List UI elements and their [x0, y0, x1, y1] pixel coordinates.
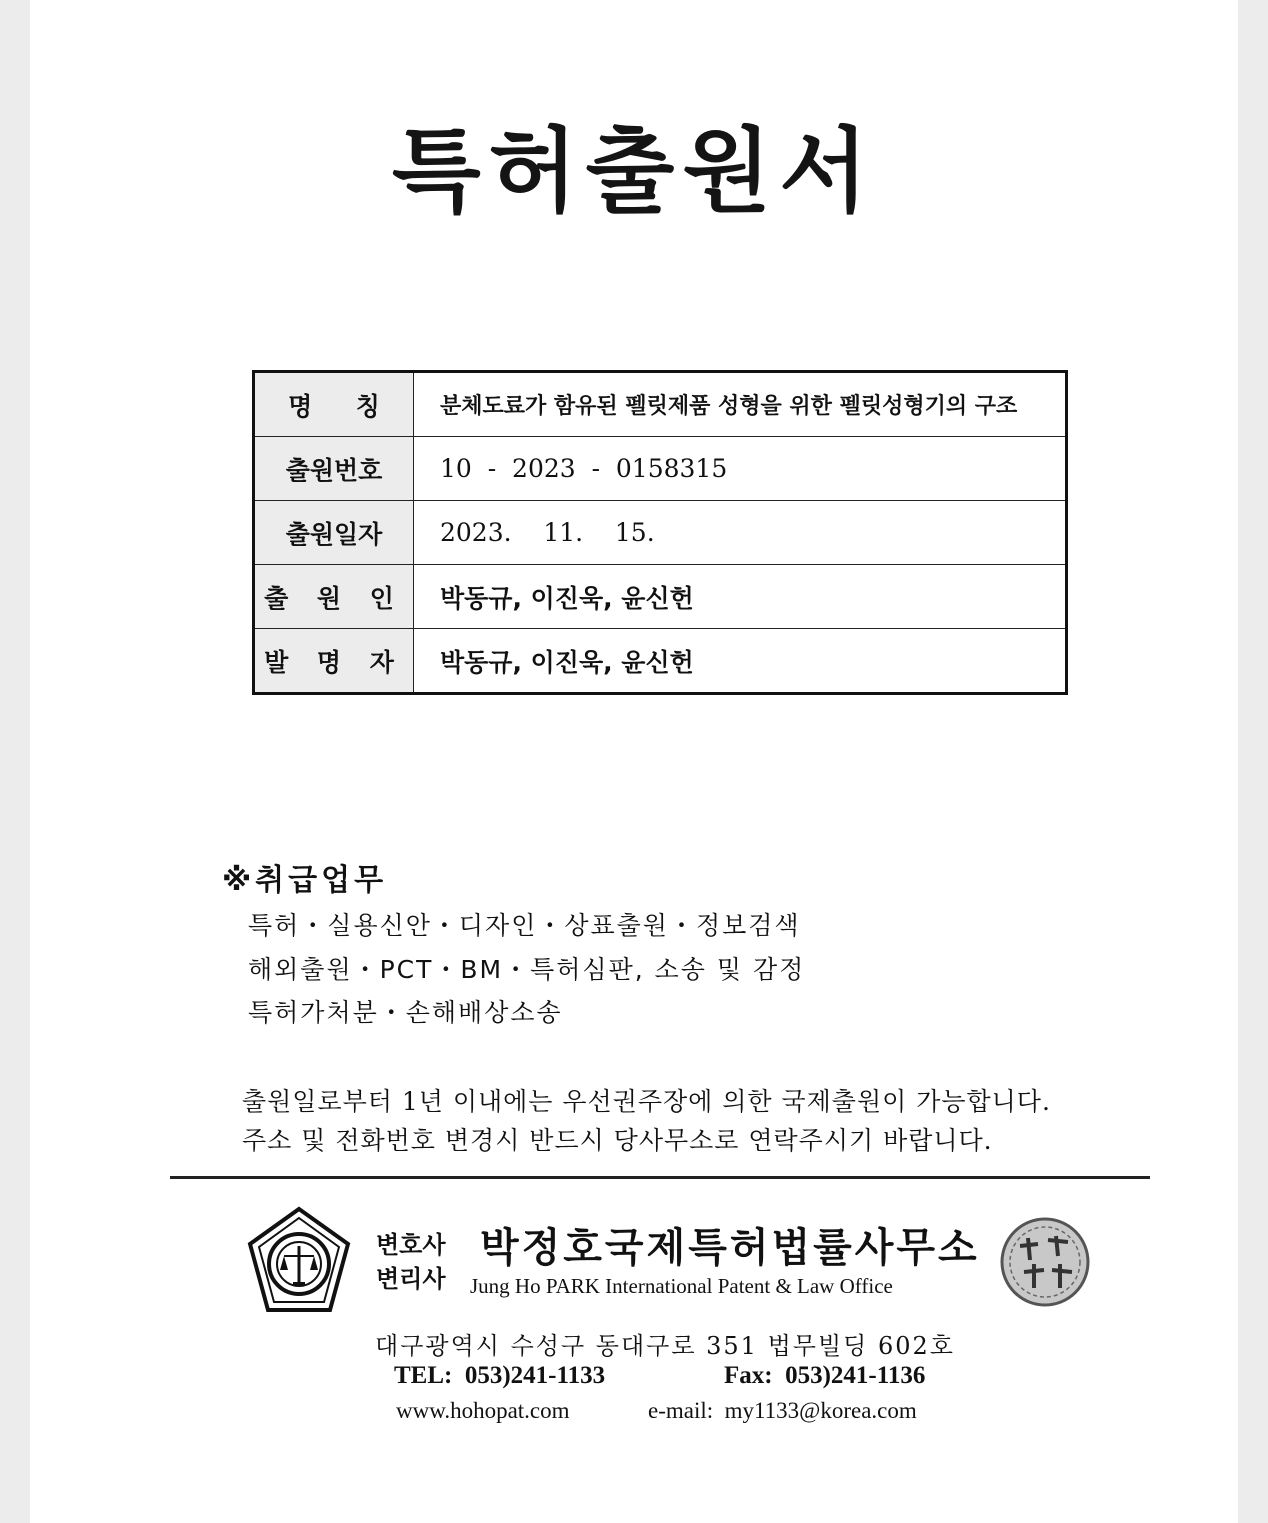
services-line: 특허・실용신안・디자인・상표출원・정보검색: [248, 911, 801, 940]
email-address[interactable]: e-mail: my1133@korea.com: [648, 1398, 917, 1423]
document-title: 특허출원서: [391, 118, 877, 225]
invention-title-value: 분체도료가 함유된 펠릿제품 성형을 위한 펠릿성형기의 구조: [414, 372, 1067, 437]
table-row: [254, 372, 1067, 437]
phone-number: TEL: 053)241-1133: [394, 1362, 606, 1389]
row-label: 명 칭: [254, 372, 414, 437]
table-row: [254, 565, 1067, 629]
official-seal-icon: [998, 1216, 1092, 1308]
bar-association-emblem-icon: [242, 1206, 356, 1316]
table-row: [254, 501, 1067, 565]
application-number-value: 10 - 2023 - 0158315: [414, 437, 1067, 501]
document-page: [30, 0, 1238, 1523]
services-line: 해외출원・PCT・BM・특허심판, 소송 및 감정: [248, 955, 806, 984]
row-label: 출원일자: [254, 501, 414, 565]
fax-number: Fax: 053)241-1136: [724, 1362, 926, 1389]
applicants-value: 박동규, 이진욱, 윤신헌: [414, 565, 1067, 629]
row-label: 발 명 자: [254, 629, 414, 694]
services-heading: ※취급업무: [222, 863, 388, 898]
firm-address: 대구광역시 수성구 동대구로 351 법무빌딩 602호: [375, 1332, 955, 1360]
notice-line: 출원일로부터 1년 이내에는 우선권주장에 의한 국제출원이 가능합니다.: [242, 1087, 1051, 1116]
role-patent-attorney: 변리사: [376, 1264, 446, 1293]
inventors-value: 박동규, 이진욱, 윤신헌: [414, 629, 1067, 694]
application-date-value: 2023. 11. 15.: [414, 501, 1067, 565]
divider: [170, 1176, 1150, 1179]
application-info-table: [252, 370, 1068, 695]
role-lawyer: 변호사: [376, 1230, 446, 1259]
row-label: 출원번호: [254, 437, 414, 501]
row-label: 출 원 인: [254, 565, 414, 629]
table-row: [254, 437, 1067, 501]
firm-roles: [376, 1228, 446, 1296]
services-line: 특허가처분・손해배상소송: [248, 998, 563, 1027]
firm-name-english: Jung Ho PARK International Patent & Law Office: [470, 1274, 893, 1298]
firm-name-korean: 박정호국제특허법률사무소: [480, 1224, 980, 1271]
website-link[interactable]: www.hohopat.com: [396, 1398, 570, 1423]
notice-line: 주소 및 전화번호 변경시 반드시 당사무소로 연락주시기 바랍니다.: [242, 1126, 993, 1155]
table-row: [254, 629, 1067, 694]
